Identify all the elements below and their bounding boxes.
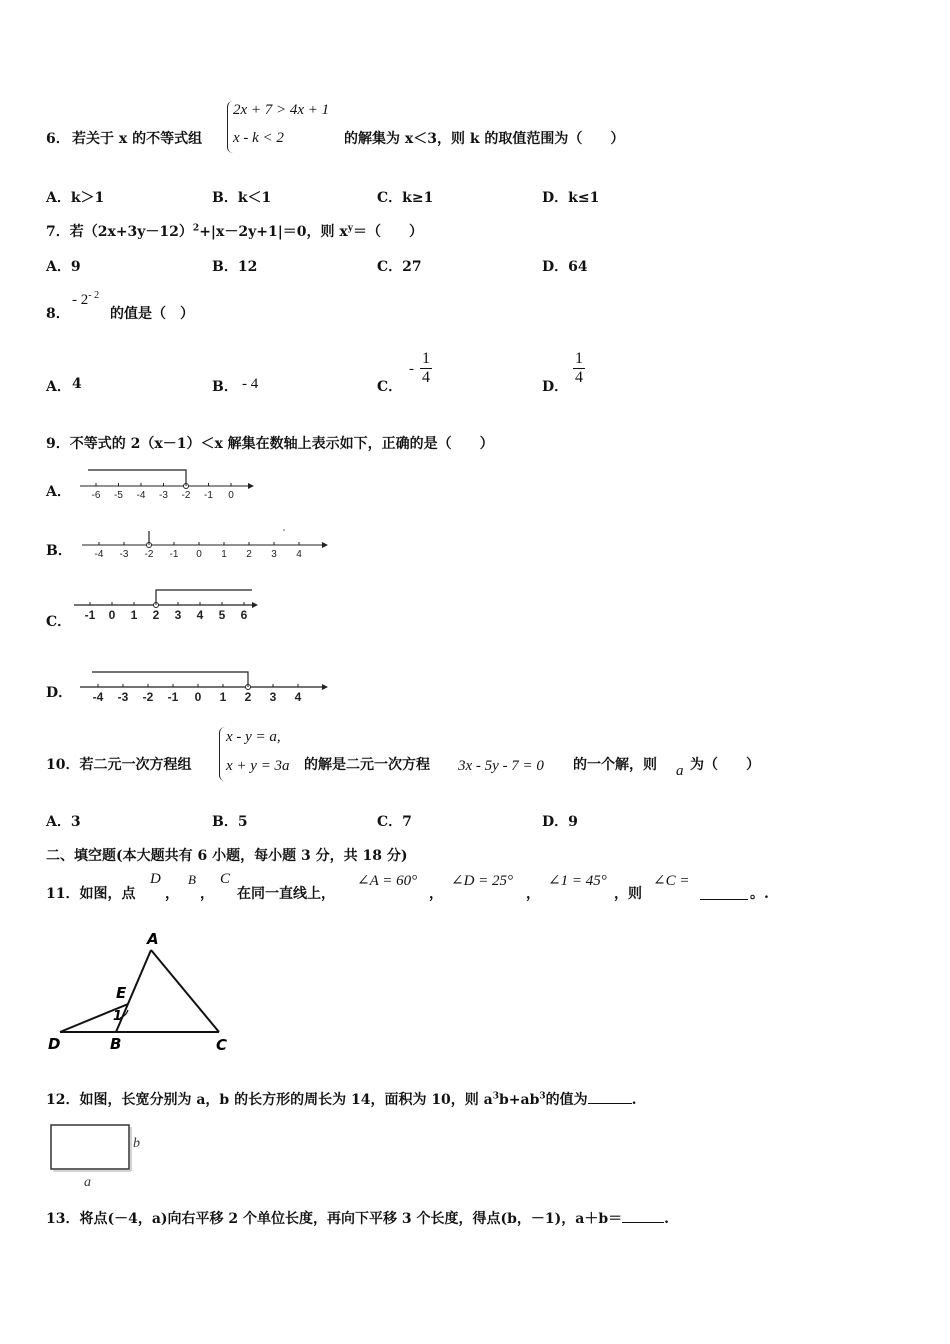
q9-option-c-label: C．	[46, 614, 72, 630]
number-line-tick-label: -2	[144, 549, 154, 560]
number-line-tick-label: -3	[117, 690, 129, 704]
q13-stem	[46, 1208, 669, 1228]
q8-option-b-value: - 4	[242, 376, 259, 392]
number-line-tick-label: 2	[246, 549, 252, 560]
number-line-tick-label: 0	[108, 608, 116, 622]
q8-number: 8．	[46, 306, 70, 322]
q13-answer-blank[interactable]	[622, 1209, 664, 1223]
q11-label-c: C	[216, 1036, 228, 1054]
number-line-tick-label: -1	[84, 608, 96, 622]
number-line-tick-label: -6	[91, 490, 101, 501]
q6-option-a: A．k＞1	[46, 190, 105, 206]
q8-option-c-denominator: 4	[422, 369, 430, 386]
q8-option-d-label: D．	[542, 379, 569, 395]
q9-option-a-label: A．	[46, 484, 71, 500]
q10-stem-prefix: 10．若二元一次方程组	[46, 757, 192, 773]
q7-stem-middle: +|x－2y+1|＝0，则 x	[199, 224, 348, 240]
number-line-tick-label: 4	[294, 690, 302, 704]
q12-rectangle-figure	[48, 1122, 158, 1190]
q11-stem-prefix: 11．如图，点	[46, 886, 136, 902]
number-line-tick-label: 0	[196, 549, 202, 560]
q7-stem-prefix: 7．若（2x+3y－12）	[46, 224, 193, 240]
q6-system-line2: x - k < 2	[233, 130, 284, 146]
number-line-tick-label: -1	[204, 490, 213, 501]
number-line-tick-label: 2	[152, 608, 160, 622]
q7-option-c: C．27	[377, 259, 422, 275]
q11-point-b: B	[188, 872, 196, 887]
number-line-tick-label: -1	[169, 549, 179, 560]
q11-angle-1: ∠1 = 45°	[548, 873, 607, 889]
q10-option-d: D．9	[542, 814, 578, 830]
q12-stem	[46, 1089, 637, 1109]
number-line-tick-label: 4	[296, 549, 302, 560]
q7-exponent: 2	[192, 223, 200, 234]
q10-equation: 3x - 5y - 7 = 0	[458, 758, 544, 774]
q6-option-b: B．k＜1	[212, 190, 272, 206]
q10-stem-middle: 的解是二元一次方程	[304, 757, 430, 773]
q12-exp-1: 3	[492, 1091, 500, 1102]
q8-option-d-denominator: 4	[575, 369, 583, 386]
q6-stem-prefix: 若关于 x 的不等式组	[72, 131, 203, 147]
q11-label-b: B	[110, 1035, 122, 1053]
q12-answer-blank[interactable]	[588, 1090, 632, 1104]
number-line-tick-label: -3	[119, 549, 129, 560]
number-line-tick-label: 0	[228, 490, 234, 501]
q11-comma-1: ，	[165, 886, 179, 902]
q8-exponent: - 2	[88, 290, 100, 301]
q12-label-a: a	[84, 1175, 91, 1190]
q12-stem-text: 12．如图，长宽分别为 a，b 的长方形的周长为 14，面积为 10，则 a	[46, 1092, 493, 1108]
number-line-tick-label: 3	[269, 690, 277, 704]
q11-label-a: A	[147, 930, 159, 948]
number-line-tick-label: -2	[142, 690, 154, 704]
q6-system-line1: 2x + 7 > 4x + 1	[233, 102, 330, 118]
q8-option-d-numerator: 1	[575, 350, 583, 367]
q9-number-line-b	[82, 525, 332, 569]
number-line-tick-label: 3	[271, 549, 277, 560]
q11-stem-suffix: 。.	[750, 886, 769, 902]
q9-number-line-d	[80, 666, 334, 710]
section-2-heading: 二、填空题(本大题共有 6 小题，每小题 3 分，共 18 分)	[46, 848, 408, 864]
q8-option-c-sign: -	[409, 361, 414, 377]
q7-stem	[46, 221, 423, 241]
q9-option-d-label: D．	[46, 685, 73, 701]
q12-label-b: b	[133, 1136, 140, 1151]
number-line-tick-label: -2	[181, 490, 191, 501]
q12-exp-2: 3	[539, 1091, 546, 1102]
q11-stem-middle: 在同一直线上，	[237, 886, 335, 902]
q13-stem-end: .	[664, 1211, 670, 1227]
number-line-tick-label: -5	[114, 490, 123, 501]
q8-base: - 2	[72, 292, 89, 308]
q11-comma-3: ，	[429, 886, 443, 902]
q8-stem-suffix: 的值是（ ）	[110, 306, 194, 322]
number-line-tick-label: 6	[240, 608, 248, 622]
q11-label-e: E	[116, 984, 127, 1002]
q6-option-c: C．k≥1	[377, 190, 434, 206]
q11-angle-a: ∠A = 60°	[357, 873, 418, 889]
q7-exponent-y: y	[347, 223, 353, 234]
q11-comma-4: ，	[526, 886, 540, 902]
q11-label-d: D	[48, 1035, 61, 1053]
q8-option-b-label: B．	[212, 379, 238, 395]
q7-stem-suffix: ＝（ ）	[353, 224, 423, 240]
number-line-tick-label: 2	[244, 690, 252, 704]
q8-option-c-numerator: 1	[422, 350, 430, 367]
q6-stem-suffix: 的解集为 x＜3，则 k 的取值范围为（ ）	[344, 131, 625, 147]
number-line-tick-label: 0	[194, 690, 202, 704]
q13-stem-text: 13．将点(－4，a)向右平移 2 个单位长度，再向下平移 3 个长度，得点(b，－1)，a＋b＝	[46, 1211, 623, 1227]
q11-triangle-figure	[44, 928, 244, 1058]
q11-point-c: C	[220, 871, 231, 887]
q10-variable-a: a	[676, 763, 684, 779]
number-line-tick-label: 5	[218, 608, 226, 622]
number-line-tick-label: -4	[92, 690, 104, 704]
q9-number-line-c	[74, 588, 264, 636]
q8-option-c-label: C．	[377, 379, 403, 395]
q10-system-line2: x + y = 3a	[226, 758, 290, 774]
q11-then: ，则	[614, 886, 642, 902]
q7-option-a: A．9	[46, 259, 81, 275]
number-line-tick-label: -4	[94, 549, 104, 560]
number-line-tick-label: 3	[174, 608, 182, 622]
q11-answer-blank[interactable]	[700, 884, 748, 900]
number-line-tick-label: 1	[130, 608, 138, 622]
q11-angle-d: ∠D = 25°	[451, 873, 514, 889]
q12-stem-suffix: 的值为	[545, 1092, 588, 1108]
q10-option-a: A．3	[46, 814, 81, 830]
q10-system-line1: x - y = a,	[226, 729, 281, 745]
q8-expression	[72, 290, 99, 309]
number-line-tick-label: -1	[167, 690, 179, 704]
number-line-tick-label: 1	[221, 549, 227, 560]
q12-stem-middle: b+ab	[499, 1092, 540, 1108]
q8-option-c-fraction	[420, 350, 432, 387]
number-line-tick-label: -4	[136, 490, 146, 501]
number-line-tick-label: 1	[219, 690, 227, 704]
q6-option-d: D．k≤1	[542, 190, 600, 206]
q10-system-brace	[219, 727, 225, 781]
q8-option-a-value: 4	[72, 376, 82, 392]
q8-option-d-fraction	[573, 350, 585, 387]
q12-stem-end: .	[631, 1092, 637, 1108]
q7-option-b: B．12	[212, 259, 258, 275]
q10-stem-suffix: 为（ ）	[690, 757, 760, 773]
q10-option-b: B．5	[212, 814, 248, 830]
q10-stem-middle2: 的一个解，则	[573, 757, 657, 773]
q7-option-d: D．64	[542, 259, 588, 275]
q8-option-a-label: A．	[46, 379, 71, 395]
q11-point-d: D	[150, 871, 161, 887]
q9-option-b-label: B．	[46, 543, 72, 559]
q6-number: 6．	[46, 131, 70, 147]
q9-stem: 9．不等式的 2（x－1）＜x 解集在数轴上表示如下，正确的是（ ）	[46, 436, 494, 452]
number-line-tick-label: -3	[159, 490, 168, 501]
q11-angle-c: ∠C =	[653, 873, 690, 889]
number-line-tick-label: 4	[196, 608, 204, 622]
q11-comma-2: ，	[200, 886, 214, 902]
q9-number-line-a	[80, 466, 260, 510]
q11-label-1: 1	[113, 1009, 123, 1024]
q10-option-c: C．7	[377, 814, 412, 830]
